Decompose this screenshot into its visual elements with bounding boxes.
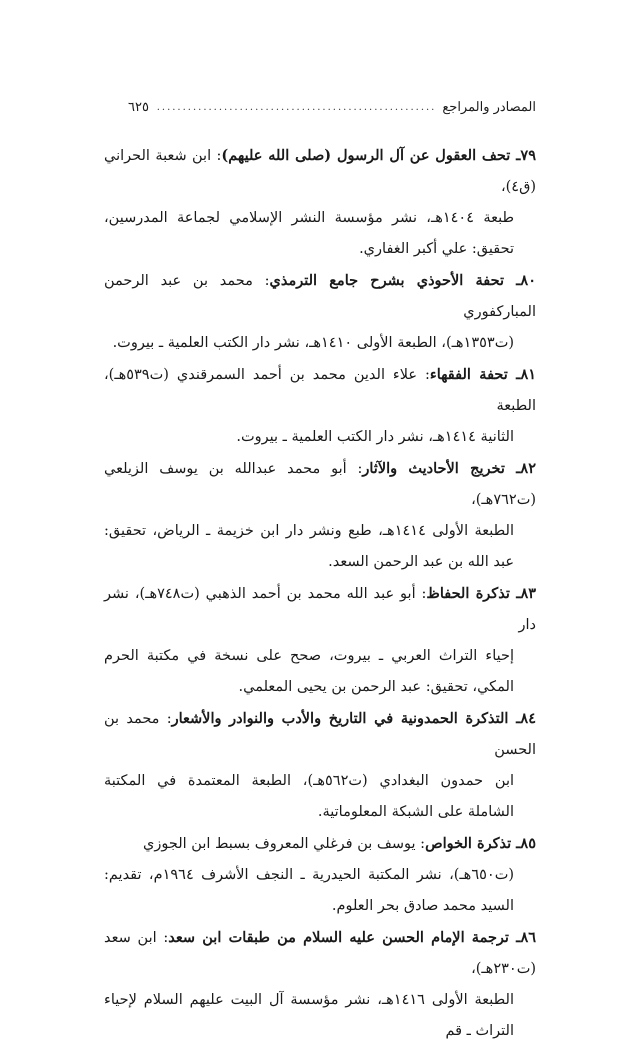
- entry-continuation: (ت٦٥٠هـ)، نشر المكتبة الحيدرية ـ النجف الأشرف ١٩٦٤م، تقديم: السيد محمد صادق بحر العلوم.: [104, 867, 514, 914]
- bibliography-entry-84: [104, 703, 536, 828]
- entry-continuation: إحياء التراث العربي ـ بيروت، صحح على نسخة في مكتبة الحرم المكي، تحقيق: عبد الرحمن بن يحيى المعلمي.: [104, 648, 514, 695]
- bibliography-entry-81: [104, 359, 536, 453]
- running-head: [128, 96, 536, 118]
- leader-dots: [155, 102, 436, 113]
- entry-first-line: : يوسف بن فرغلي المعروف بسبط ابن الجوزي: [143, 836, 426, 852]
- entry-title: ٨٠ـ تحفة الأحوذي بشرح جامع الترمذي: [269, 272, 536, 289]
- entry-continuation: الثانية ١٤١٤هـ، نشر دار الكتب العلمية ـ بيروت.: [236, 429, 514, 445]
- entry-first-line: : ابن شعبة الحراني (ق٤)،: [104, 148, 536, 195]
- entry-first-line: : أبو محمد عبدالله بن يوسف الزيلعي (ت٧٦٢هـ)،: [104, 461, 536, 508]
- entry-first-line: : محمد بن الحسن: [104, 711, 536, 758]
- entry-title: ٨٤ـ التذكرة الحمدونية في التاريخ والأدب والنوادر والأشعار: [171, 710, 536, 727]
- entry-title: ٨٣ـ تذكرة الحفاظ: [426, 585, 537, 602]
- entry-continuation: (ت١٣٥٣هـ)، الطبعة الأولى ١٤١٠هـ، نشر دار الكتب العلمية ـ بيروت.: [112, 335, 514, 351]
- entry-title: ٨٥ـ تذكرة الخواص: [425, 835, 536, 852]
- entry-title: ٨٦ـ ترجمة الإمام الحسن عليه السلام من طبقات ابن سعد: [168, 929, 537, 946]
- running-head-title: المصادر والمراجع: [442, 99, 536, 115]
- bibliography-list: [104, 140, 536, 1047]
- entry-title: ٧٩ـ تحف العقول عن آل الرسول (صلى الله عليهم): [221, 147, 536, 164]
- bibliography-entry-83: [104, 578, 536, 703]
- bibliography-entry-85: [104, 828, 536, 922]
- entry-first-line: : محمد بن عبد الرحمن المباركفوري: [104, 273, 536, 320]
- entry-continuation: الطبعة الأولى ١٤١٤هـ، طبع ونشر دار ابن خزيمة ـ الرياض، تحقيق: عبد الله بن عبد الرحمن السعد.: [104, 523, 514, 570]
- page-number: ٦٢٥: [128, 99, 149, 115]
- bibliography-entry-80: [104, 265, 536, 359]
- entry-title: ٨٢ـ تخريج الأحاديث والآثار: [362, 460, 536, 477]
- entry-first-line: : أبو عبد الله محمد بن أحمد الذهبي (ت٧٤٨هـ)، نشر دار: [104, 586, 536, 633]
- entry-title: ٨١ـ تحفة الفقهاء: [429, 366, 537, 383]
- bibliography-entry-82: [104, 453, 536, 578]
- entry-continuation: ابن حمدون البغدادي (ت٥٦٢هـ)، الطبعة المعتمدة في المكتبة الشاملة على الشبكة المعلوماتية.: [104, 773, 515, 820]
- entry-continuation: طبعة ١٤٠٤هـ، نشر مؤسسة النشر الإسلامي لجماعة المدرسين، تحقيق: علي أكبر الغفاري.: [104, 210, 514, 257]
- bibliography-entry-86: [104, 922, 536, 1047]
- bibliography-entry-79: [104, 140, 536, 265]
- entry-continuation: الطبعة الأولى ١٤١٦هـ، نشر مؤسسة آل البيت عليهم السلام لإحياء التراث ـ قم: [104, 992, 514, 1039]
- entry-first-line: : علاء الدين محمد بن أحمد السمرقندي (ت٥٣٩هـ)، الطبعة: [104, 367, 536, 414]
- entry-first-line: : ابن سعد (ت٢٣٠هـ)،: [104, 930, 536, 977]
